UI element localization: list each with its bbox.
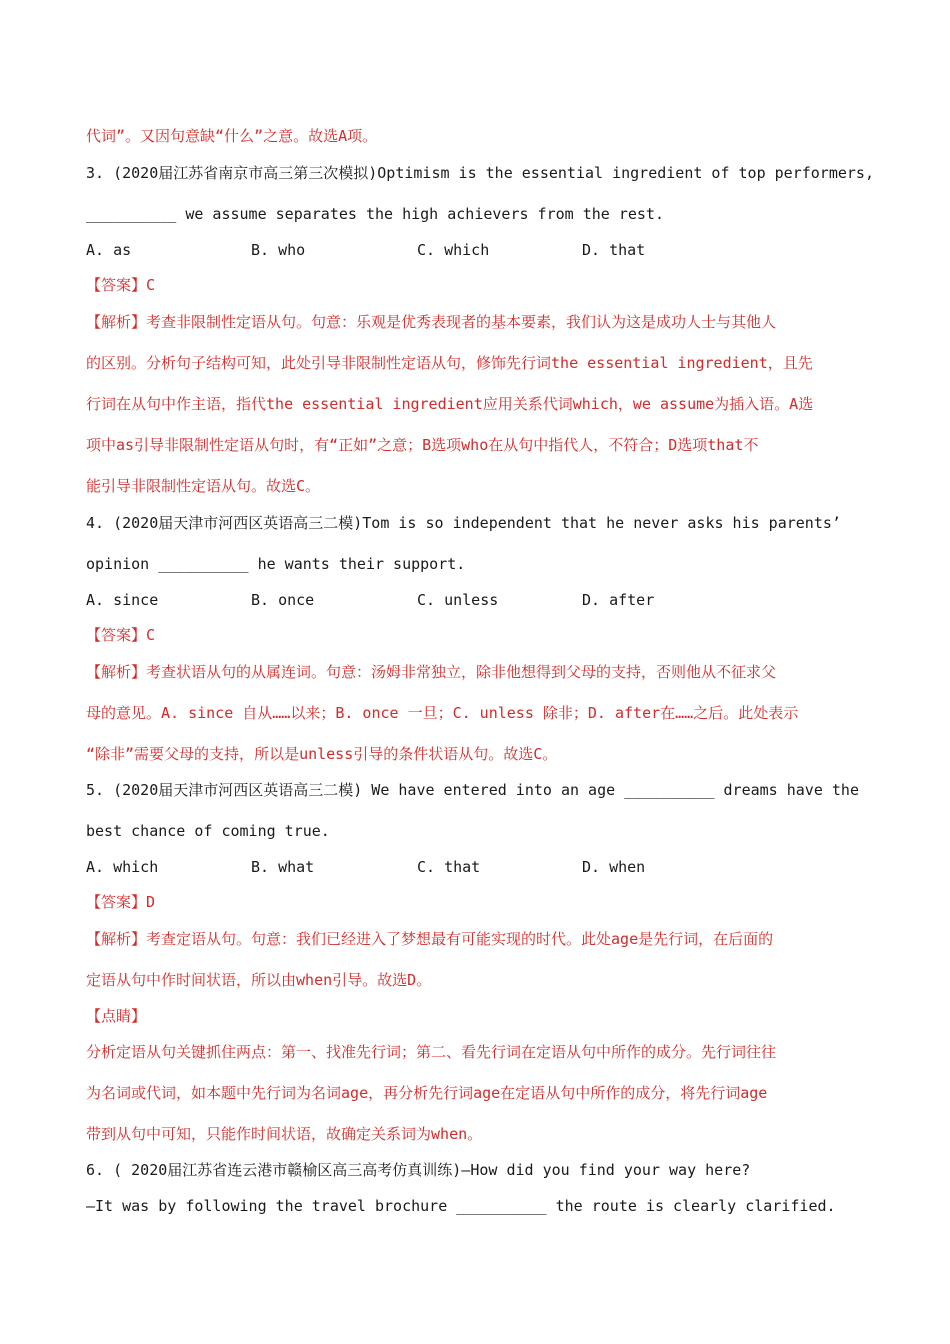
q5-explanation-line2: 定语从句中作时间状语，所以由when引导。故选D。 — [86, 971, 432, 989]
q5-option-b: B. what — [251, 858, 315, 876]
q5-explanation-line1: 【解析】考查定语从句。句意：我们已经进入了梦想最有可能实现的时代。此处age是先行词，在后面的 — [86, 930, 774, 948]
q3-explanation-line5: 能引导非限制性定语从句。故选C。 — [86, 477, 321, 495]
q3-stem: 3. (2020届江苏省南京市高三第三次模拟)Optimism is the essential ingredient of top performers, — [86, 164, 874, 182]
q4-stem-cont: opinion __________ he wants their support. — [86, 555, 466, 573]
q6-stem: 6. ( 2020届江苏省连云港市赣榆区高三高考仿真训练)—How did you find your way here? — [86, 1161, 751, 1179]
q4-explanation-line1: 【解析】考查状语从句的从属连词。句意：汤姆非常独立，除非他想得到父母的支持，否则他从不征求父 — [86, 663, 777, 681]
q3-explanation-line3: 行词在从句中作主语，指代the essential ingredient应用关系代词which，we assume为插入语。A选 — [86, 395, 814, 413]
q4-option-d: D. after — [582, 591, 655, 609]
q2-explanation-end: 代词”。又因句意缺“什么”之意。故选A项。 — [86, 127, 378, 145]
q5-option-d: D. when — [582, 858, 646, 876]
q3-option-b: B. who — [251, 241, 306, 259]
q3-option-c: C. which — [417, 241, 490, 259]
q5-stem-cont: best chance of coming true. — [86, 822, 330, 840]
q3-explanation-line1: 【解析】考查非限制性定语从句。句意：乐观是优秀表现者的基本要素，我们认为这是成功人士与其他人 — [86, 313, 777, 331]
q4-stem: 4. (2020届天津市河西区英语高三二模)Tom is so independent that he never asks his parents’ — [86, 514, 841, 532]
q5-tip-line3: 带到从句中可知，只能作时间状语，故确定关系词为when。 — [86, 1125, 483, 1143]
q6-stem-cont: —It was by following the travel brochure __________ the route is clearly clarified. — [86, 1197, 836, 1215]
q5-tip-line1: 分析定语从句关键抓住两点：第一、找准先行词；第二、看先行词在定语从句中所作的成分。先行词往往 — [86, 1043, 777, 1061]
q3-stem-cont: __________ we assume separates the high achievers from the rest. — [86, 205, 664, 223]
q5-answer: 【答案】D — [86, 893, 156, 911]
q4-option-b: B. once — [251, 591, 315, 609]
q4-option-c: C. unless — [417, 591, 499, 609]
q3-option-d: D. that — [582, 241, 646, 259]
q4-explanation-line2: 母的意见。A. since 自从……以来；B. once 一旦；C. unless 除非；D. after在……之后。此处表示 — [86, 704, 799, 722]
q5-tip-line2: 为名词或代词，如本题中先行词为名词age，再分析先行词age在定语从句中所作的成分，将先行词age — [86, 1084, 768, 1102]
q5-tip-heading: 【点睛】 — [86, 1007, 147, 1025]
q3-option-a: A. as — [86, 241, 132, 259]
q3-explanation-line2: 的区别。分析句子结构可知，此处引导非限制性定语从句，修饰先行词the essential ingredient，且先 — [86, 354, 813, 372]
q3-answer: 【答案】C — [86, 276, 156, 294]
q4-option-a: A. since — [86, 591, 159, 609]
q4-answer: 【答案】C — [86, 626, 156, 644]
q5-option-c: C. that — [417, 858, 481, 876]
q5-stem: 5. (2020届天津市河西区英语高三二模) We have entered into an age __________ dreams have the — [86, 781, 859, 799]
q3-explanation-line4: 项中as引导非限制性定语从句时，有“正如”之意；B选项who在从句中指代人，不符合；D选项that不 — [86, 436, 759, 454]
q5-option-a: A. which — [86, 858, 159, 876]
q4-explanation-line3: “除非”需要父母的支持，所以是unless引导的条件状语从句。故选C。 — [86, 745, 558, 763]
